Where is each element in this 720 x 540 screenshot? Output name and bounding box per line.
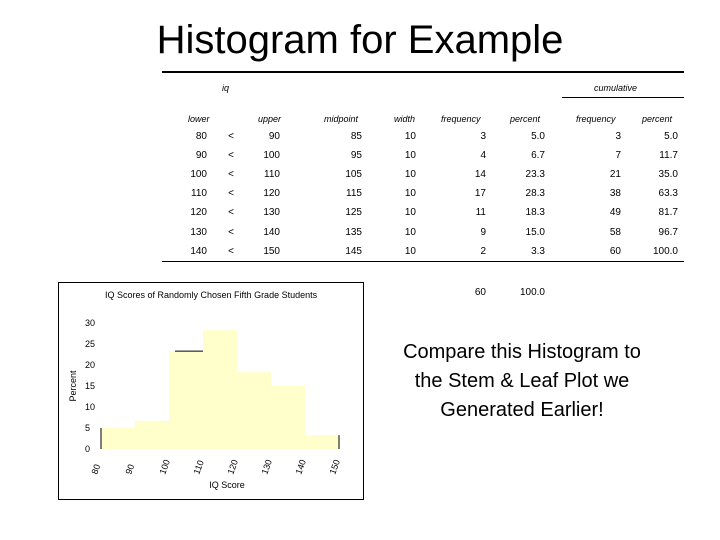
table-cell-lower: 130: [190, 227, 207, 238]
x-tick-label: 100: [157, 458, 173, 476]
col-header-cum-percent: percent: [642, 114, 673, 124]
table-cell-frequency: 9: [480, 227, 486, 238]
table-cell-sep: <: [228, 131, 234, 142]
x-tick-label: 90: [123, 462, 137, 476]
table-cell-sep: <: [228, 188, 234, 199]
table-cell-width: 10: [404, 188, 416, 199]
slide-title: Histogram for Example: [156, 18, 564, 62]
total-percent: 100.0: [519, 287, 545, 298]
table-cell-midpoint: 95: [350, 150, 362, 161]
table-cell-sep: <: [228, 169, 234, 180]
table-cell-cum-percent: 81.7: [658, 207, 678, 218]
table-cell-upper: 110: [264, 169, 280, 180]
col-header-upper: upper: [258, 114, 282, 124]
table-cell-cum-percent: 35.0: [658, 169, 678, 180]
table-cell-cum-percent: 96.7: [658, 227, 678, 238]
histogram-bar: [237, 372, 271, 449]
table-cell-cum-frequency: 38: [609, 188, 621, 199]
table-cell-lower: 120: [190, 207, 207, 218]
chart-x-axis-label: IQ Score: [209, 480, 245, 490]
table-cell-midpoint: 135: [345, 227, 362, 238]
histogram-bar: [271, 386, 305, 449]
table-cell-upper: 140: [263, 227, 280, 238]
table-top-rule: [162, 71, 684, 73]
chart-y-axis-label: Percent: [68, 370, 78, 402]
table-cell-midpoint: 105: [345, 169, 362, 180]
table-cell-upper: 100: [263, 150, 280, 161]
table-cell-lower: 140: [190, 246, 207, 257]
y-tick-label: 25: [85, 339, 96, 349]
y-tick-label: 10: [85, 402, 96, 412]
table-cell-upper: 120: [263, 188, 280, 199]
table-cell-frequency: 11: [475, 207, 486, 218]
histogram-bar: [305, 435, 339, 449]
table-cell-cum-frequency: 21: [609, 169, 621, 180]
table-cell-lower: 110: [191, 188, 207, 199]
table-cell-cum-frequency: 58: [609, 227, 621, 238]
chart-title: IQ Scores of Randomly Chosen Fifth Grade Students: [105, 290, 318, 300]
table-cell-cum-frequency: 60: [609, 246, 621, 257]
table-cell-sep: <: [228, 207, 234, 218]
table-cell-midpoint: 145: [345, 246, 362, 257]
cumulative-rule: [562, 97, 684, 98]
table-cell-percent: 28.3: [525, 188, 545, 199]
col-header-cum-frequency: frequency: [576, 114, 616, 124]
histogram-bar: [169, 351, 203, 449]
table-cell-midpoint: 115: [346, 188, 362, 199]
table-cell-lower: 100: [190, 169, 207, 180]
table-cell-cum-frequency: 49: [609, 207, 621, 218]
table-cell-width: 10: [404, 207, 416, 218]
table-cell-frequency: 4: [480, 150, 486, 161]
histogram-svg: [59, 283, 363, 499]
table-cell-width: 10: [404, 227, 416, 238]
table-cell-cum-percent: 100.0: [652, 246, 678, 257]
table-cell-percent: 5.0: [531, 131, 545, 142]
y-tick-label: 30: [85, 318, 96, 328]
y-tick-label: 20: [85, 360, 96, 370]
compare-callout: Compare this Histogram to the Stem & Leaf Plot we Generated Earlier!: [403, 341, 641, 421]
x-tick-label: 120: [225, 458, 241, 476]
table-cell-sep: <: [228, 150, 234, 161]
col-header-frequency: frequency: [441, 114, 481, 124]
col-header-width: width: [394, 114, 416, 124]
table-cell-lower: 90: [195, 150, 207, 161]
col-header-percent: percent: [510, 114, 541, 124]
table-bottom-rule: [162, 261, 684, 262]
table-cell-sep: <: [228, 246, 234, 257]
histogram-chart: [58, 282, 364, 500]
table-cell-upper: 130: [263, 207, 280, 218]
histogram-bar: [101, 428, 135, 449]
y-tick-label: 15: [85, 381, 96, 391]
x-tick-label: 110: [191, 458, 206, 476]
table-cell-midpoint: 125: [345, 207, 362, 218]
col-header-midpoint: midpoint: [324, 114, 359, 124]
table-cell-percent: 3.3: [531, 246, 545, 257]
table-cell-percent: 23.3: [525, 169, 545, 180]
table-cell-cum-frequency: 3: [615, 131, 621, 142]
table-cell-width: 10: [404, 150, 416, 161]
table-cell-upper: 90: [268, 131, 280, 142]
table-cell-frequency: 3: [480, 131, 486, 142]
table-cell-upper: 150: [263, 246, 280, 257]
x-tick-label: 150: [327, 458, 343, 476]
table-cell-frequency: 2: [480, 246, 486, 257]
table-cell-percent: 6.7: [531, 150, 545, 161]
group-header-cumulative: cumulative: [594, 83, 638, 93]
total-frequency: 60: [474, 287, 486, 298]
group-header-iq: iq: [222, 83, 230, 93]
x-tick-label: 140: [293, 458, 309, 476]
table-cell-frequency: 17: [474, 188, 486, 199]
table-cell-width: 10: [404, 131, 416, 142]
table-cell-cum-frequency: 7: [615, 150, 621, 161]
table-cell-frequency: 14: [474, 169, 486, 180]
table-cell-cum-percent: 5.0: [664, 131, 678, 142]
table-cell-width: 10: [404, 246, 416, 257]
histogram-bar: [135, 421, 169, 449]
x-tick-label: 130: [259, 458, 275, 476]
y-tick-label: 0: [85, 444, 91, 454]
table-cell-cum-percent: 63.3: [658, 188, 678, 199]
table-cell-width: 10: [404, 169, 416, 180]
table-cell-cum-percent: 11.7: [659, 150, 678, 161]
table-cell-percent: 18.3: [525, 207, 545, 218]
table-cell-midpoint: 85: [350, 131, 362, 142]
y-tick-label: 5: [85, 423, 91, 433]
x-tick-label: 80: [89, 462, 103, 476]
table-cell-lower: 80: [195, 131, 207, 142]
table-cell-percent: 15.0: [525, 227, 545, 238]
col-header-lower: lower: [188, 114, 210, 124]
histogram-bar: [203, 330, 237, 449]
table-cell-sep: <: [228, 227, 234, 238]
